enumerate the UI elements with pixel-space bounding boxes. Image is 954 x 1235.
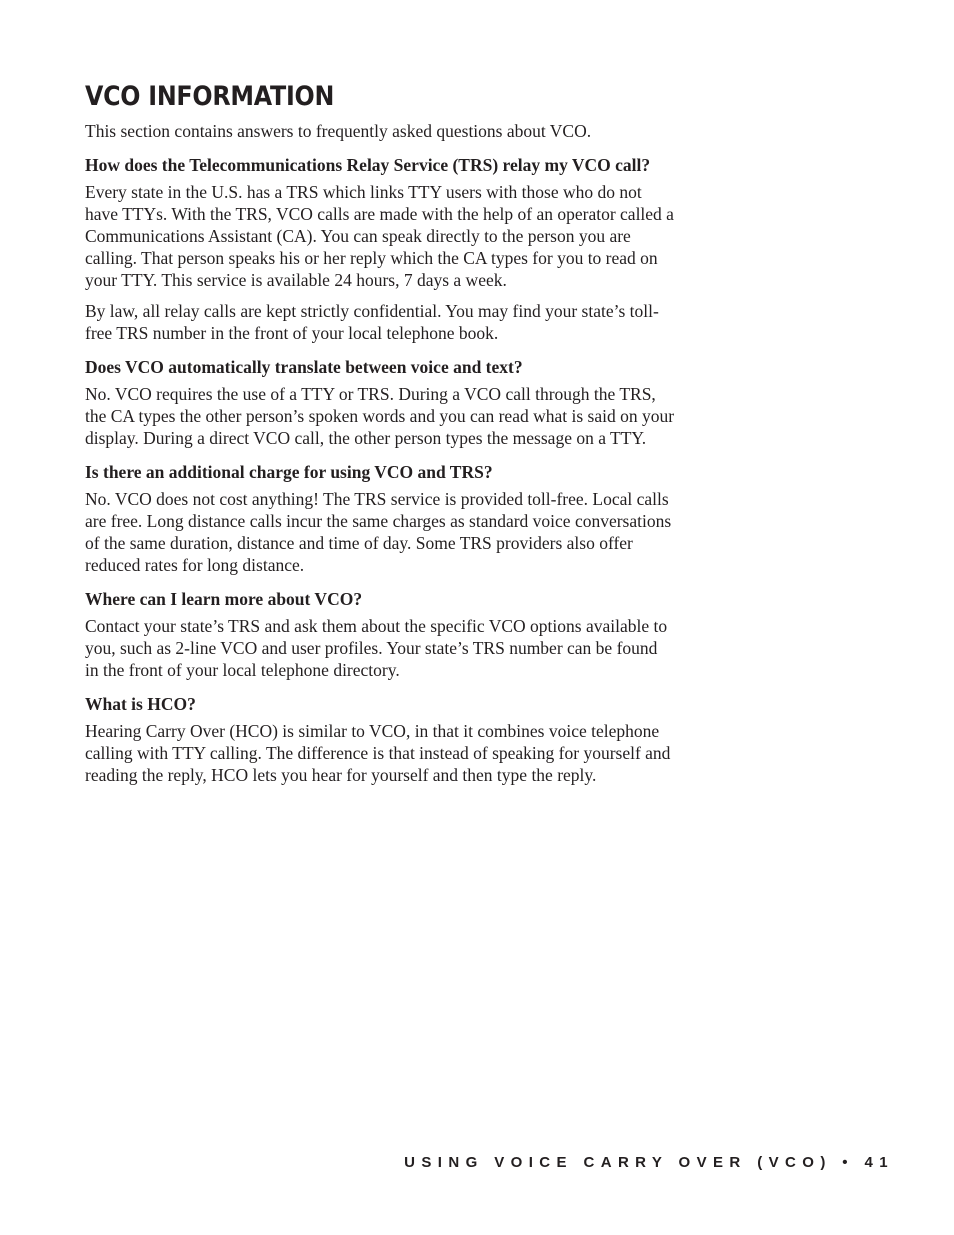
faq-question: What is HCO? xyxy=(85,694,196,714)
faq-answer: Every state in the U.S. has a TRS which links TTY users with those who do not have TTYs. With the TRS, VCO calls are made with the help of an operator called a Communications Assistant (CA). You can speak directly to the person you are calling. That person speaks his or her reply which the CA types for you to read on your TTY. This service is available 24 hours, 7 days a week. xyxy=(85,182,674,290)
faq-item-charge xyxy=(85,462,675,576)
faq-item-translate xyxy=(85,357,675,449)
intro-paragraph: This section contains answers to frequently asked questions about VCO. xyxy=(85,121,592,141)
faq-question: Where can I learn more about VCO? xyxy=(85,589,363,609)
document-body xyxy=(85,80,675,786)
faq-answer: No. VCO requires the use of a TTY or TRS. During a VCO call through the TRS, the CA types the other person’s spoken words and you can read what is said on your display. During a direct VCO call, the other person types the message on a TTY. xyxy=(85,384,675,448)
faq-answer: By law, all relay calls are kept strictly confidential. You may find your state’s toll-free TRS number in the front of your local telephone book. xyxy=(85,301,659,343)
faq-answer: Hearing Carry Over (HCO) is similar to VCO, in that it combines voice telephone calling with TTY calling. The difference is that instead of speaking for yourself and reading the reply, HCO lets you hear for yourself and then type the reply. xyxy=(85,721,671,785)
faq-answer: Contact your state’s TRS and ask them about the specific VCO options available to you, such as 2-line VCO and user profiles. Your state’s TRS number can be found in the front of your local telephone directory. xyxy=(85,616,668,680)
faq-item-trs-relay xyxy=(85,155,675,344)
faq-question: Does VCO automatically translate between voice and text? xyxy=(85,357,523,377)
faq-item-learn-more xyxy=(85,589,675,681)
page-footer: USING VOICE CARRY OVER (VCO) • 41 xyxy=(404,1154,894,1171)
faq-question: How does the Telecommunications Relay Service (TRS) relay my VCO call? xyxy=(85,155,651,175)
page-title: VCO INFORMATION xyxy=(85,81,335,112)
faq-answer: No. VCO does not cost anything! The TRS service is provided toll-free. Local calls are free. Long distance calls incur the same charges as standard voice conversations of the same duration, distance and time of day. Some TRS providers also offer reduced rates for long distance. xyxy=(85,489,672,575)
faq-question: Is there an additional charge for using VCO and TRS? xyxy=(85,462,493,482)
faq-item-hco xyxy=(85,694,675,786)
